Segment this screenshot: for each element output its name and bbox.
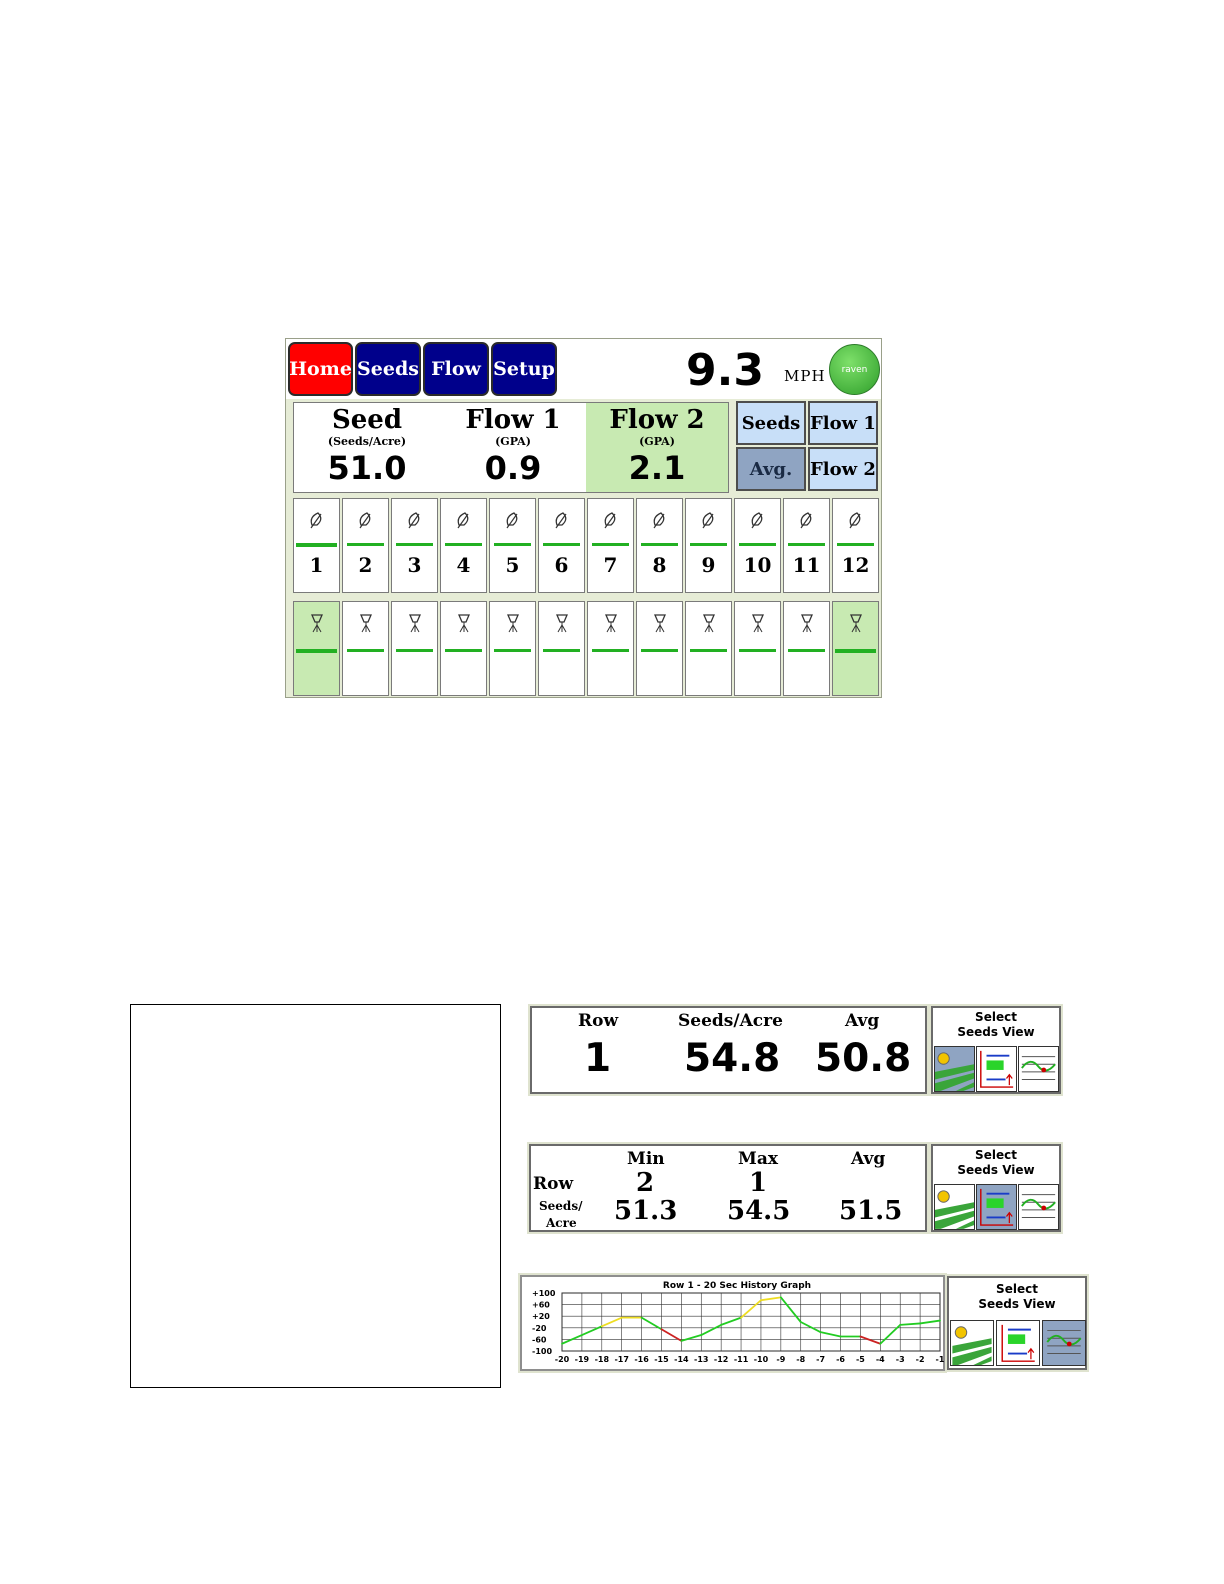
nozzle-icon	[698, 612, 720, 634]
seed-row-number: 7	[603, 553, 618, 577]
nozzle-icon	[502, 612, 524, 634]
seed-row-bar	[837, 543, 874, 546]
nozzle-icon	[796, 612, 818, 634]
seed-icon	[355, 509, 377, 531]
max-row: 1	[749, 1168, 768, 1198]
speed-unit: MPH	[784, 367, 826, 385]
empty-frame	[130, 1004, 501, 1388]
seed-row-cell[interactable]	[587, 498, 634, 593]
row-header: Row	[578, 1011, 619, 1031]
flow-row-bar	[296, 649, 337, 653]
x-tick-label: -11	[733, 1355, 749, 1364]
flow-row-cell[interactable]	[685, 601, 732, 696]
select-line2: Seeds View	[957, 1163, 1035, 1177]
y-tick-label: -20	[532, 1323, 547, 1333]
flow-row-cell[interactable]	[489, 601, 536, 696]
flow-row-cell[interactable]	[293, 601, 340, 696]
select-seeds-view-caption	[933, 1010, 1059, 1040]
bar-view-graphic	[977, 1047, 1016, 1091]
graph-view-icon[interactable]	[1018, 1046, 1059, 1092]
max-header: Max	[738, 1149, 778, 1169]
nozzle-icon	[845, 612, 867, 634]
seed-row-cell[interactable]	[832, 498, 879, 593]
flow1-value: 0.9	[484, 449, 542, 487]
seed-icon	[600, 509, 622, 531]
nozzle-icon	[600, 612, 622, 634]
seed-icon	[698, 509, 720, 531]
x-tick-label: -2	[915, 1355, 925, 1364]
flow2-readout[interactable]	[586, 403, 728, 492]
seed-row-bar	[396, 543, 433, 546]
seed-row-cell[interactable]	[342, 498, 389, 593]
home-button[interactable]: Home	[288, 342, 353, 396]
seed-row-number: 10	[743, 553, 772, 577]
flow-row-bar	[543, 649, 580, 652]
seed-row-cell[interactable]	[636, 498, 683, 593]
y-tick-label: +100	[532, 1289, 556, 1298]
x-tick-label: -1	[935, 1355, 945, 1364]
seed-icon	[796, 509, 818, 531]
min-header: Min	[627, 1149, 665, 1169]
x-tick-label: -19	[574, 1355, 590, 1364]
flow-row-cell[interactable]	[538, 601, 585, 696]
nozzle-icon	[551, 612, 573, 634]
seeds-acre-header: Seeds/Acre	[678, 1011, 783, 1031]
x-tick-label: -8	[796, 1355, 806, 1364]
x-tick-label: -12	[713, 1355, 729, 1364]
select-line1: Select	[975, 1148, 1017, 1162]
seed-row-number: 2	[358, 553, 373, 577]
seeds-label-line2: Acre	[546, 1216, 577, 1230]
avg-value: 50.8	[815, 1036, 912, 1081]
seed-row-cell[interactable]	[538, 498, 585, 593]
x-tick-label: -4	[875, 1355, 885, 1364]
flow-row-cell[interactable]	[391, 601, 438, 696]
x-tick-label: -17	[614, 1355, 629, 1364]
row-seeds-panel	[530, 1006, 927, 1094]
seed-title: Seed	[331, 405, 403, 435]
x-tick-label: -9	[776, 1355, 786, 1364]
select-avg-button[interactable]: Avg.	[736, 447, 806, 491]
select-seeds-view-1	[931, 1006, 1061, 1094]
seed-icon	[551, 509, 573, 531]
seed-row-cell[interactable]	[685, 498, 732, 593]
seed-row-bar	[347, 543, 384, 546]
select-seeds-view-2	[931, 1144, 1061, 1232]
seed-row-bar	[494, 543, 531, 546]
min-value: 51.3	[614, 1196, 678, 1226]
history-graph	[522, 1277, 943, 1369]
flow2-unit: (GPA)	[639, 435, 675, 448]
select-flow1-button[interactable]: Flow 1	[808, 401, 878, 445]
seed-readout[interactable]	[294, 403, 440, 492]
seed-icon	[649, 509, 671, 531]
flow-row-cell[interactable]	[440, 601, 487, 696]
flow-row-bar	[739, 649, 776, 652]
seed-row-bar	[543, 543, 580, 546]
flow-row-bar	[445, 649, 482, 652]
x-tick-label: -14	[674, 1355, 689, 1364]
avg-header: Avg	[851, 1149, 886, 1169]
flow-row-bar	[835, 649, 876, 653]
graph-view-graphic	[1043, 1321, 1085, 1365]
history-graph-panel	[520, 1275, 945, 1371]
seed-row-bar	[296, 543, 337, 547]
flow1-readout[interactable]	[440, 403, 586, 492]
x-tick-label: -13	[694, 1355, 709, 1364]
row-label: Row	[533, 1174, 574, 1194]
bar-view-icon[interactable]	[976, 1184, 1017, 1230]
seed-row-number: 9	[701, 553, 716, 577]
flow-row-bar	[592, 649, 629, 652]
select-line1: Select	[975, 1010, 1017, 1024]
select-line2: Seeds View	[957, 1025, 1035, 1039]
field-view-icon[interactable]	[934, 1184, 975, 1230]
flow-row-bar	[396, 649, 433, 652]
seed-row-number: 8	[652, 553, 667, 577]
seed-row-number: 3	[407, 553, 422, 577]
x-tick-label: -10	[753, 1355, 769, 1364]
nozzle-icon	[306, 612, 328, 634]
raven-logo: raven	[829, 344, 880, 395]
y-tick-label: -60	[532, 1335, 547, 1345]
x-tick-label: -6	[836, 1355, 845, 1364]
seed-row-bar	[641, 543, 678, 546]
flow1-unit: (GPA)	[495, 435, 531, 448]
y-tick-label: +60	[532, 1300, 550, 1310]
nozzle-icon	[404, 612, 426, 634]
flow-row-cell[interactable]	[636, 601, 683, 696]
monitor-screen	[285, 338, 882, 698]
x-tick-label: -20	[554, 1355, 570, 1364]
seed-row-number: 6	[554, 553, 569, 577]
seed-row-bar	[592, 543, 629, 546]
x-tick-label: -15	[654, 1355, 669, 1364]
nozzle-icon	[355, 612, 377, 634]
seed-row-number: 12	[841, 553, 870, 577]
seed-row-number: 4	[456, 553, 471, 577]
seed-row-cell[interactable]	[734, 498, 781, 593]
seed-icon	[502, 509, 524, 531]
x-tick-label: -16	[634, 1355, 649, 1364]
seeds-acre-value: 54.8	[684, 1036, 781, 1081]
flow-row-bar	[641, 649, 678, 652]
field-view-graphic	[951, 1321, 993, 1365]
flow-row-cell[interactable]	[734, 601, 781, 696]
seed-icon	[404, 509, 426, 531]
seed-row-cell[interactable]	[489, 498, 536, 593]
nozzle-icon	[747, 612, 769, 634]
select-line1: Select	[996, 1282, 1038, 1296]
x-tick-label: -5	[855, 1355, 865, 1364]
flow-tab-button[interactable]: Flow	[423, 342, 489, 396]
select-seeds-view-caption	[933, 1148, 1059, 1178]
graph-view-graphic	[1019, 1047, 1058, 1091]
select-seeds-button[interactable]: Seeds	[736, 401, 806, 445]
bar-view-icon[interactable]	[996, 1320, 1040, 1366]
seed-icon	[453, 509, 475, 531]
plot-area	[562, 1293, 940, 1351]
seed-row-number: 5	[505, 553, 520, 577]
select-seeds-view-caption	[949, 1282, 1085, 1312]
x-tick-label: -3	[895, 1355, 905, 1364]
seed-row-cell[interactable]	[391, 498, 438, 593]
bar-view-icon[interactable]	[976, 1046, 1017, 1092]
seed-value: 51.0	[327, 449, 407, 487]
row-number: 1	[584, 1036, 612, 1081]
x-tick-label: -7	[816, 1355, 826, 1364]
seed-icon	[306, 509, 328, 531]
x-tick-label: -18	[594, 1355, 610, 1364]
select-flow2-button[interactable]: Flow 2	[808, 447, 878, 491]
seed-row-cell[interactable]	[783, 498, 830, 593]
chart-title: Row 1 - 20 Sec History Graph	[662, 1281, 812, 1291]
seed-unit: (Seeds/Acre)	[327, 435, 407, 448]
seed-icon	[747, 509, 769, 531]
field-view-graphic	[935, 1047, 974, 1091]
field-view-icon[interactable]	[950, 1320, 994, 1366]
seed-row-bar	[788, 543, 825, 546]
flow2-title: Flow 2	[609, 405, 705, 435]
graph-view-graphic	[1019, 1185, 1058, 1229]
readouts-panel	[293, 402, 729, 493]
field-view-icon[interactable]	[934, 1046, 975, 1092]
seed-row-number: 11	[792, 553, 821, 577]
flow-row-bar	[494, 649, 531, 652]
bar-view-graphic	[977, 1185, 1016, 1229]
seed-row-cell[interactable]	[293, 498, 340, 593]
graph-view-icon[interactable]	[1042, 1320, 1086, 1366]
seeds-label-line1: Seeds/	[539, 1199, 583, 1213]
avg-header: Avg	[845, 1011, 880, 1031]
avg-value: 51.5	[839, 1196, 903, 1226]
flow-row-bar	[690, 649, 727, 652]
y-tick-label: -100	[532, 1347, 553, 1356]
max-value: 54.5	[727, 1196, 791, 1226]
min-max-panel	[529, 1144, 927, 1232]
seed-row-bar	[445, 543, 482, 546]
setup-tab-button[interactable]: Setup	[491, 342, 557, 396]
flow-row-cell[interactable]	[342, 601, 389, 696]
nozzle-icon	[649, 612, 671, 634]
seed-row-number: 1	[309, 553, 324, 577]
flow2-value: 2.1	[628, 449, 686, 487]
nozzle-icon	[453, 612, 475, 634]
speed-value: 9.3	[686, 345, 764, 396]
y-tick-label: +20	[532, 1312, 550, 1322]
graph-view-icon[interactable]	[1018, 1184, 1059, 1230]
flow1-title: Flow 1	[465, 405, 561, 435]
flow-row-cell[interactable]	[783, 601, 830, 696]
seed-row-cell[interactable]	[440, 498, 487, 593]
select-seeds-view-3	[947, 1276, 1087, 1370]
seed-row-bar	[690, 543, 727, 546]
min-row: 2	[636, 1168, 655, 1198]
seed-icon	[845, 509, 867, 531]
select-line2: Seeds View	[978, 1297, 1056, 1311]
seeds-tab-button[interactable]: Seeds	[355, 342, 421, 396]
flow-row-cell[interactable]	[832, 601, 879, 696]
flow-row-bar	[347, 649, 384, 652]
flow-row-bar	[788, 649, 825, 652]
field-view-graphic	[935, 1185, 974, 1229]
seed-row-bar	[739, 543, 776, 546]
bar-view-graphic	[997, 1321, 1039, 1365]
flow-row-cell[interactable]	[587, 601, 634, 696]
